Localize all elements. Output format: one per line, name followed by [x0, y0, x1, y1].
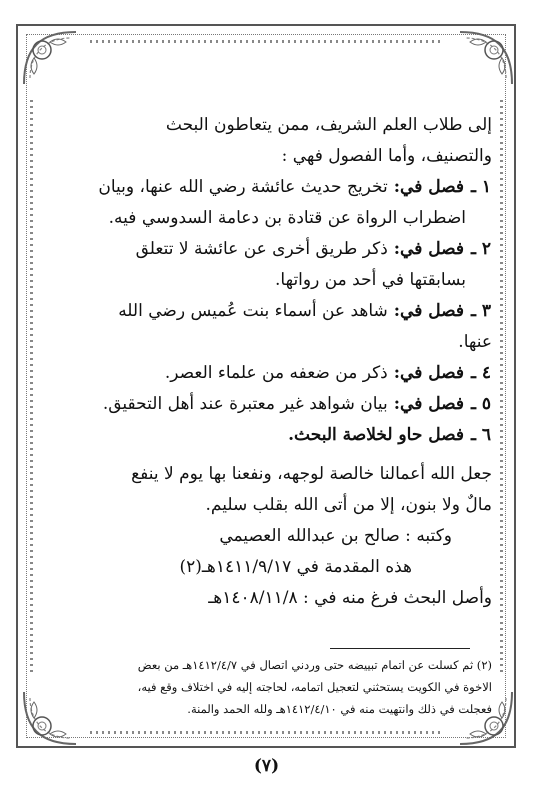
- border-top-ornament: [90, 40, 443, 43]
- section-item: [44, 389, 492, 420]
- border-right-ornament: [500, 100, 503, 676]
- signature-line: وكتبه : صالح بن عبدالله العصيمي: [219, 526, 452, 546]
- footnote-line: فعجلت في ذلك وانتهيت منه في ١٤١٢/٤/١٠هـ ولله الحمد والمنة.: [187, 702, 492, 716]
- section-item: [44, 172, 492, 203]
- footnote-line: الاخوة في الكويت يستحثني لتعجيل اتمامه، لحاجته إليه في اختلاف وقع فيه،: [137, 680, 492, 694]
- item-text: ذكر طريق أخرى عن عائشة لا تتعلق: [135, 239, 388, 259]
- border-bottom-ornament: [90, 731, 443, 734]
- intro-line: والتصنيف، وأما الفصول فهي :: [281, 146, 492, 166]
- footnote: [44, 654, 492, 720]
- corner-ornament-icon: [20, 28, 80, 88]
- item-number: ١ ـ: [470, 177, 492, 197]
- item-number: ٦ ـ: [470, 425, 492, 445]
- item-continuation: بسابقتها في أحد من رواتها.: [275, 270, 466, 290]
- item-number: ٣ ـ: [470, 301, 492, 321]
- item-text: بيان شواهد غير معتبرة عند أهل التحقيق.: [102, 394, 388, 414]
- date-line: هذه المقدمة في ١٤١١/٩/١٧هـ(٢): [179, 557, 412, 577]
- item-label: فصل في:: [393, 363, 464, 383]
- date-line: وأصل البحث فرغ منه في : ١٤٠٨/١١/٨هـ: [208, 588, 492, 608]
- closing-line: مالٌ ولا بنون، إلا من أتى الله بقلب سليم.: [205, 495, 492, 515]
- section-item: [44, 296, 492, 327]
- item-number: ٥ ـ: [470, 394, 492, 414]
- page-number: (٧): [253, 756, 280, 776]
- item-text: شاهد عن أسماء بنت عُميس رضي الله: [118, 301, 388, 321]
- section-item: [44, 234, 492, 265]
- main-text: [44, 110, 492, 614]
- item-text: تخريج حديث عائشة رضي الله عنها، وبيان: [98, 177, 388, 197]
- item-number: ٢ ـ: [470, 239, 492, 259]
- section-item: [44, 420, 492, 451]
- item-label: فصل في:: [393, 301, 464, 321]
- border-left-ornament: [30, 100, 33, 676]
- item-continuation: اضطراب الرواة عن قتادة بن دعامة السدوسي فيه.: [108, 208, 466, 228]
- closing-line: جعل الله أعمالنا خالصة لوجهه، ونفعنا بها يوم لا ينفع: [131, 464, 492, 484]
- footnote-divider: [330, 648, 470, 649]
- intro-line: إلى طلاب العلم الشريف، ممن يتعاطون البحث: [165, 115, 492, 135]
- closing-paragraph: [44, 459, 492, 614]
- corner-ornament-icon: [456, 28, 516, 88]
- section-item: [44, 358, 492, 389]
- item-label: فصل في:: [393, 394, 464, 414]
- item-number: ٤ ـ: [470, 363, 492, 383]
- item-label: فصل في:: [393, 177, 464, 197]
- item-label: فصل في:: [393, 239, 464, 259]
- item-text: ذكر من ضعفه من علماء العصر.: [164, 363, 388, 383]
- item-label: فصل حاو لخلاصة البحث.: [288, 425, 464, 445]
- item-continuation: عنها.: [458, 332, 492, 352]
- footnote-line: (٢) ثم كسلت عن اتمام تبييضه حتى وردني اتصال في ١٤١٢/٤/٧هـ من بعض: [137, 658, 492, 672]
